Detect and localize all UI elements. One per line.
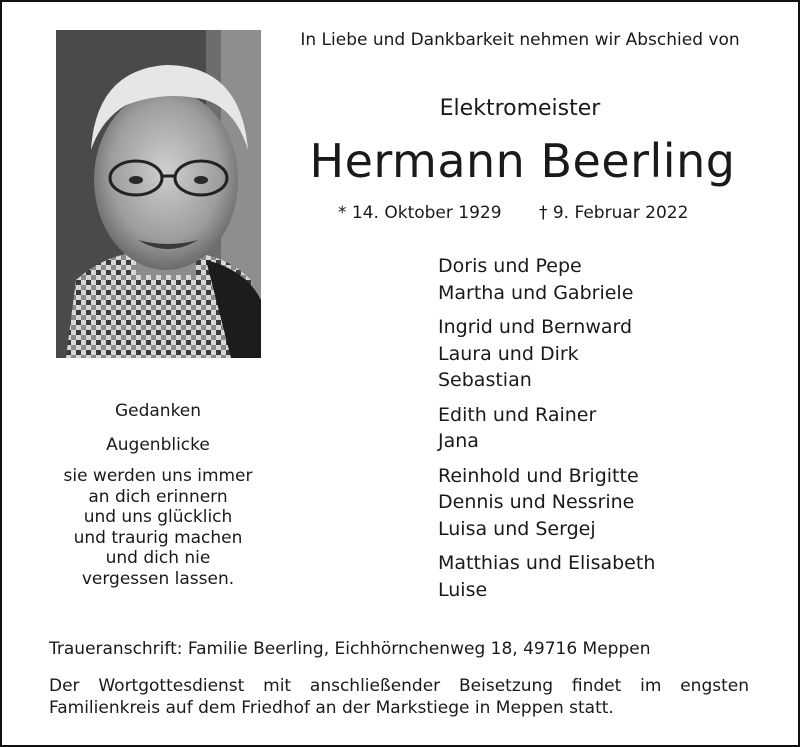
family-member: Dennis und Nessrine xyxy=(438,491,635,513)
deceased-name: Hermann Beerling xyxy=(309,134,736,188)
family-member: Sebastian xyxy=(438,369,532,391)
life-dates xyxy=(338,203,758,223)
poem-line: sie werden uns immer xyxy=(63,466,253,486)
family-member: Matthias und Elisabeth xyxy=(438,552,656,574)
portrait-photo xyxy=(56,30,261,358)
poem-line: Gedanken xyxy=(114,401,202,421)
intro-text: In Liebe und Dankbarkeit nehmen wir Abschied von xyxy=(300,30,740,50)
family-member: Luise xyxy=(438,578,488,601)
birth-date: * 14. Oktober 1929 xyxy=(338,203,502,223)
family-member: Doris und Pepe xyxy=(438,255,582,277)
family-group xyxy=(438,253,655,306)
family-group xyxy=(438,463,655,543)
family-member: Jana xyxy=(438,430,479,452)
family-list xyxy=(438,253,655,611)
portrait-image xyxy=(56,30,261,358)
death-date: † 9. Februar 2022 xyxy=(538,203,689,223)
poem-stanza xyxy=(48,466,268,589)
service-info: Der Wortgottesdienst mit anschließender Beisetzung findet im engsten Familienkreis auf dem Friedhof an der Markstiege in Meppen statt. xyxy=(49,676,749,718)
family-group xyxy=(438,550,655,603)
family-member: Edith und Rainer xyxy=(438,403,597,426)
family-member: Martha und Gabriele xyxy=(438,281,634,304)
mourning-address: Traueranschrift: Familie Beerling, Eichhörnchenweg 18, 49716 Meppen xyxy=(49,639,651,659)
family-group xyxy=(438,314,655,394)
poem-line: Augenblicke xyxy=(106,435,210,455)
family-group xyxy=(438,402,655,455)
family-member: Laura und Dirk xyxy=(438,342,579,365)
family-member: Reinhold und Brigitte xyxy=(438,464,639,487)
poem-line: und uns glücklich xyxy=(83,507,233,527)
poem-line: an dich erinnern xyxy=(88,486,228,507)
poem-line: vergessen lassen. xyxy=(81,568,235,589)
poem-line: und traurig machen xyxy=(73,527,243,548)
poem-line: und dich nie xyxy=(105,548,211,568)
family-member: Ingrid und Bernward xyxy=(438,316,633,338)
family-member: Luisa und Sergej xyxy=(438,517,596,540)
poem xyxy=(48,400,268,589)
profession: Elektromeister xyxy=(439,96,601,121)
